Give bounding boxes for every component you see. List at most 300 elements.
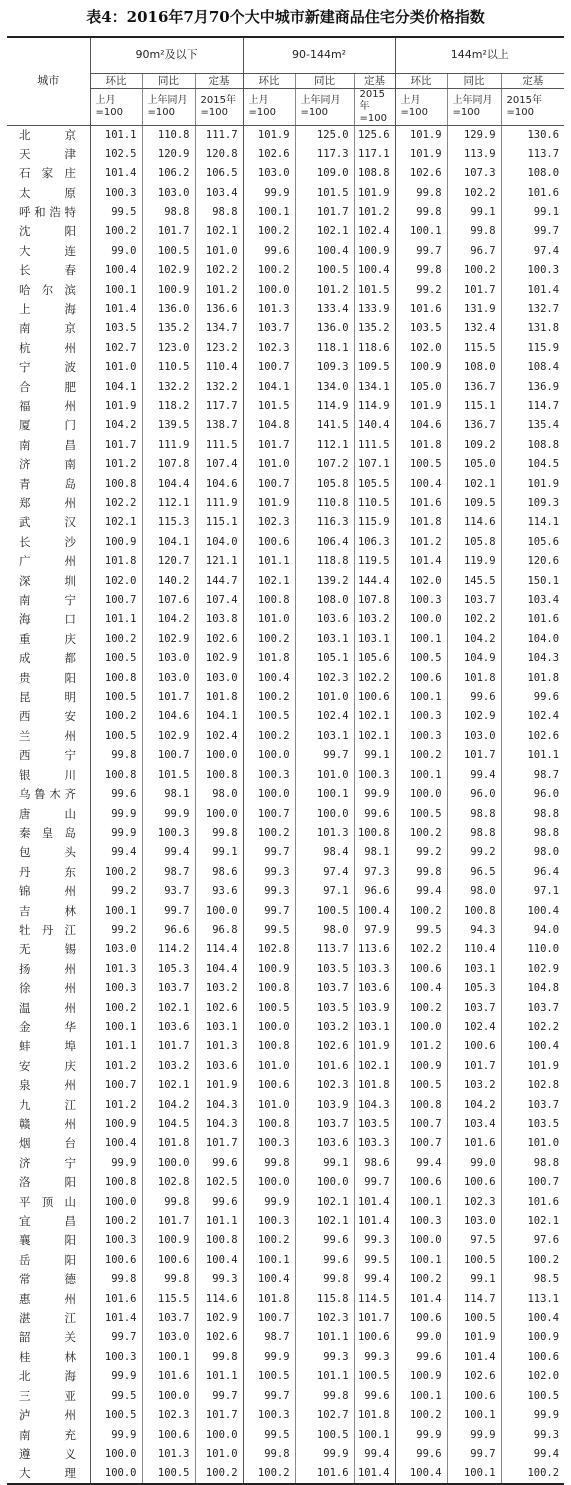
value-cell-medium-yoy: 107.2: [295, 455, 354, 474]
city-name: 海 口: [19, 612, 76, 627]
city-name: 杭 州: [19, 340, 76, 355]
value-cell-medium-mom: 99.9: [243, 1348, 295, 1367]
value-cell-small-yoy: 101.7: [142, 1212, 195, 1231]
value-cell-small-fixed: 103.6: [195, 1057, 243, 1076]
value-cell-small-yoy: 100.6: [142, 1425, 195, 1444]
value-cell-large-fixed: 101.8: [501, 668, 564, 687]
value-cell-large-mom: 102.6: [395, 164, 447, 183]
value-cell-large-mom: 100.4: [395, 474, 447, 493]
city-name-cell: [7, 1018, 90, 1037]
value-cell-medium-fixed: 105.6: [354, 649, 395, 668]
value-cell-small-fixed: 110.4: [195, 358, 243, 377]
value-cell-small-fixed: 103.2: [195, 979, 243, 998]
value-cell-medium-yoy: 141.5: [295, 416, 354, 435]
value-cell-small-mom: 100.0: [90, 1192, 142, 1211]
table-row: [7, 921, 564, 940]
value-cell-large-yoy: 115.1: [447, 397, 501, 416]
value-cell-large-fixed: 120.6: [501, 552, 564, 571]
value-cell-large-fixed: 108.8: [501, 436, 564, 455]
value-cell-small-mom: 99.2: [90, 921, 142, 940]
city-name-cell: [7, 164, 90, 183]
value-cell-medium-fixed: 102.2: [354, 668, 395, 687]
value-cell-medium-fixed: 100.8: [354, 824, 395, 843]
city-name-cell: [7, 436, 90, 455]
value-cell-medium-yoy: 97.1: [295, 882, 354, 901]
value-cell-medium-yoy: 118.8: [295, 552, 354, 571]
city-name: 无 锡: [19, 942, 76, 957]
value-cell-medium-fixed: 106.3: [354, 533, 395, 552]
city-name-cell: [7, 1270, 90, 1289]
value-cell-medium-fixed: 115.9: [354, 513, 395, 532]
value-cell-medium-fixed: 101.8: [354, 1076, 395, 1095]
city-name-cell: [7, 358, 90, 377]
value-cell-large-mom: 99.0: [395, 1328, 447, 1347]
value-cell-medium-yoy: 105.8: [295, 474, 354, 493]
city-name: 韶 关: [19, 1330, 76, 1345]
city-name: 广 州: [19, 554, 76, 569]
city-name-cell: [7, 397, 90, 416]
value-cell-small-fixed: 99.8: [195, 824, 243, 843]
base-2015: 2015年 =100: [195, 88, 243, 125]
table-row: [7, 1309, 564, 1328]
value-cell-large-mom: 102.0: [395, 339, 447, 358]
value-cell-medium-fixed: 109.5: [354, 358, 395, 377]
value-cell-medium-fixed: 100.3: [354, 766, 395, 785]
city-name: 包 头: [19, 845, 76, 860]
table-row: [7, 940, 564, 959]
subheader-yoy: 同比: [142, 73, 195, 88]
table-row: [7, 1018, 564, 1037]
value-cell-large-yoy: 132.4: [447, 319, 501, 338]
value-cell-small-yoy: 139.5: [142, 416, 195, 435]
city-name-cell: [7, 1212, 90, 1231]
value-cell-small-fixed: 114.6: [195, 1289, 243, 1308]
value-cell-medium-mom: 100.3: [243, 1134, 295, 1153]
value-cell-medium-fixed: 99.6: [354, 1387, 395, 1406]
value-cell-small-fixed: 93.6: [195, 882, 243, 901]
city-name: 呼 和 浩 特: [19, 204, 76, 219]
value-cell-large-yoy: 99.1: [447, 203, 501, 222]
value-cell-medium-yoy: 102.3: [295, 668, 354, 687]
table-row: [7, 358, 564, 377]
value-cell-large-mom: 100.2: [395, 1270, 447, 1289]
value-cell-medium-yoy: 101.0: [295, 766, 354, 785]
table-row: [7, 1057, 564, 1076]
value-cell-small-mom: 100.8: [90, 766, 142, 785]
value-cell-medium-fixed: 134.1: [354, 377, 395, 396]
value-cell-large-yoy: 104.9: [447, 649, 501, 668]
value-cell-medium-mom: 101.3: [243, 300, 295, 319]
value-cell-medium-fixed: 103.1: [354, 1018, 395, 1037]
value-cell-small-mom: 102.2: [90, 494, 142, 513]
table-row: [7, 377, 564, 396]
value-cell-large-mom: 100.1: [395, 1251, 447, 1270]
table-row: [7, 300, 564, 319]
value-cell-small-fixed: 100.8: [195, 1231, 243, 1250]
value-cell-small-yoy: 100.9: [142, 1231, 195, 1250]
value-cell-small-mom: 102.0: [90, 571, 142, 590]
value-cell-small-mom: 99.8: [90, 1270, 142, 1289]
value-cell-medium-fixed: 100.9: [354, 242, 395, 261]
value-cell-large-fixed: 101.9: [501, 474, 564, 493]
value-cell-small-yoy: 105.3: [142, 960, 195, 979]
value-cell-small-yoy: 118.2: [142, 397, 195, 416]
value-cell-medium-fixed: 99.4: [354, 1445, 395, 1464]
value-cell-medium-fixed: 98.1: [354, 843, 395, 862]
value-cell-large-fixed: 115.9: [501, 339, 564, 358]
city-name: 南 昌: [19, 437, 76, 452]
value-cell-medium-yoy: 133.4: [295, 300, 354, 319]
value-cell-small-fixed: 101.2: [195, 280, 243, 299]
value-cell-large-mom: 99.4: [395, 882, 447, 901]
value-cell-medium-yoy: 105.1: [295, 649, 354, 668]
value-cell-medium-fixed: 101.4: [354, 1192, 395, 1211]
value-cell-medium-mom: 100.2: [243, 1464, 295, 1484]
city-name: 南 充: [19, 1427, 76, 1442]
value-cell-small-mom: 101.2: [90, 1057, 142, 1076]
value-cell-large-fixed: 102.6: [501, 727, 564, 746]
city-name-cell: [7, 804, 90, 823]
value-cell-small-fixed: 98.6: [195, 863, 243, 882]
table-row: [7, 339, 564, 358]
table-row: [7, 552, 564, 571]
value-cell-medium-mom: 99.3: [243, 882, 295, 901]
value-cell-medium-fixed: 101.9: [354, 1037, 395, 1056]
value-cell-large-yoy: 102.4: [447, 1018, 501, 1037]
table-row: [7, 727, 564, 746]
value-cell-large-yoy: 100.5: [447, 1251, 501, 1270]
city-name: 烟 台: [19, 1136, 76, 1151]
value-cell-small-fixed: 111.5: [195, 436, 243, 455]
value-cell-medium-fixed: 102.1: [354, 707, 395, 726]
value-cell-large-yoy: 98.8: [447, 804, 501, 823]
value-cell-large-yoy: 99.9: [447, 1425, 501, 1444]
value-cell-small-yoy: 111.9: [142, 436, 195, 455]
value-cell-large-mom: 100.1: [395, 1192, 447, 1211]
value-cell-small-fixed: 103.1: [195, 1018, 243, 1037]
city-name-cell: [7, 125, 90, 145]
value-cell-small-yoy: 100.6: [142, 1251, 195, 1270]
value-cell-medium-mom: 99.5: [243, 1425, 295, 1444]
value-cell-medium-yoy: 117.3: [295, 145, 354, 164]
value-cell-small-mom: 101.8: [90, 552, 142, 571]
table-title: 表4：2016年7月70个大中城市新建商品住宅分类价格指数: [86, 8, 485, 26]
value-cell-small-mom: 99.9: [90, 804, 142, 823]
value-cell-large-fixed: 103.4: [501, 591, 564, 610]
value-cell-medium-yoy: 101.5: [295, 183, 354, 202]
value-cell-small-yoy: 99.8: [142, 1270, 195, 1289]
city-name-cell: [7, 649, 90, 668]
subheader-fixed: 定基: [501, 73, 564, 88]
table-row: [7, 203, 564, 222]
value-cell-large-yoy: 100.1: [447, 1406, 501, 1425]
value-cell-medium-yoy: 100.0: [295, 1173, 354, 1192]
value-cell-medium-mom: 100.2: [243, 824, 295, 843]
table-row: [7, 145, 564, 164]
value-cell-large-yoy: 107.3: [447, 164, 501, 183]
city-name-cell: [7, 1057, 90, 1076]
city-name: 长 春: [19, 263, 76, 278]
city-name: 牡 丹 江: [19, 922, 76, 937]
city-name-cell: [7, 1348, 90, 1367]
value-cell-large-yoy: 99.1: [447, 1270, 501, 1289]
value-cell-large-fixed: 99.6: [501, 688, 564, 707]
value-cell-large-yoy: 136.7: [447, 416, 501, 435]
value-cell-small-yoy: 103.0: [142, 183, 195, 202]
city-name: 常 德: [19, 1272, 76, 1287]
value-cell-large-mom: 104.6: [395, 416, 447, 435]
value-cell-large-fixed: 99.9: [501, 1406, 564, 1425]
city-name-cell: [7, 242, 90, 261]
value-cell-medium-mom: 99.5: [243, 921, 295, 940]
value-cell-medium-mom: 101.0: [243, 1057, 295, 1076]
value-cell-large-mom: 99.7: [395, 242, 447, 261]
value-cell-small-yoy: 100.5: [142, 242, 195, 261]
value-cell-small-yoy: 112.1: [142, 494, 195, 513]
value-cell-medium-mom: 101.7: [243, 436, 295, 455]
table-row: [7, 1367, 564, 1386]
value-cell-medium-mom: 100.1: [243, 203, 295, 222]
value-cell-medium-mom: 99.9: [243, 1192, 295, 1211]
table-row: [7, 455, 564, 474]
value-cell-small-mom: 101.4: [90, 164, 142, 183]
city-name: 宜 昌: [19, 1214, 76, 1229]
value-cell-large-yoy: 100.8: [447, 901, 501, 920]
city-name: 南 京: [19, 321, 76, 336]
table-row: [7, 533, 564, 552]
value-cell-small-mom: 100.7: [90, 1076, 142, 1095]
value-cell-large-fixed: 113.7: [501, 145, 564, 164]
value-cell-small-mom: 99.2: [90, 882, 142, 901]
city-name-cell: [7, 145, 90, 164]
value-cell-medium-fixed: 99.4: [354, 1270, 395, 1289]
value-cell-small-yoy: 104.2: [142, 1095, 195, 1114]
value-cell-medium-yoy: 106.4: [295, 533, 354, 552]
value-cell-medium-fixed: 117.1: [354, 145, 395, 164]
value-cell-large-yoy: 105.8: [447, 533, 501, 552]
value-cell-small-yoy: 101.7: [142, 688, 195, 707]
value-cell-small-yoy: 100.5: [142, 1464, 195, 1484]
value-cell-small-fixed: 99.1: [195, 843, 243, 862]
value-cell-medium-yoy: 103.1: [295, 630, 354, 649]
city-name: 平 顶 山: [19, 1194, 76, 1209]
value-cell-medium-yoy: 99.8: [295, 1387, 354, 1406]
value-cell-medium-mom: 102.8: [243, 940, 295, 959]
value-cell-medium-mom: 102.1: [243, 571, 295, 590]
value-cell-medium-fixed: 105.5: [354, 474, 395, 493]
value-cell-small-mom: 100.3: [90, 1231, 142, 1250]
value-cell-small-yoy: 115.5: [142, 1289, 195, 1308]
value-cell-small-mom: 102.7: [90, 339, 142, 358]
value-cell-small-mom: 100.6: [90, 1251, 142, 1270]
city-name-cell: [7, 630, 90, 649]
city-name: 扬 州: [19, 961, 76, 976]
city-name-cell: [7, 416, 90, 435]
value-cell-large-mom: 100.2: [395, 998, 447, 1017]
value-cell-large-mom: 101.9: [395, 397, 447, 416]
value-cell-medium-fixed: 114.5: [354, 1289, 395, 1308]
value-cell-small-fixed: 96.8: [195, 921, 243, 940]
value-cell-large-yoy: 102.3: [447, 1192, 501, 1211]
table-row: [7, 474, 564, 493]
value-cell-small-fixed: 102.6: [195, 1328, 243, 1347]
value-cell-small-yoy: 99.8: [142, 1192, 195, 1211]
value-cell-medium-mom: 100.2: [243, 1231, 295, 1250]
value-cell-medium-mom: 100.8: [243, 591, 295, 610]
value-cell-small-mom: 101.3: [90, 960, 142, 979]
value-cell-small-mom: 100.2: [90, 630, 142, 649]
value-cell-small-yoy: 96.6: [142, 921, 195, 940]
value-cell-small-yoy: 101.5: [142, 766, 195, 785]
value-cell-large-mom: 101.8: [395, 513, 447, 532]
value-cell-small-mom: 100.2: [90, 1212, 142, 1231]
city-name-cell: [7, 746, 90, 765]
table-row: [7, 242, 564, 261]
value-cell-small-fixed: 106.5: [195, 164, 243, 183]
value-cell-medium-fixed: 99.9: [354, 785, 395, 804]
city-name: 吉 林: [19, 903, 76, 918]
value-cell-large-mom: 100.2: [395, 1406, 447, 1425]
city-name: 石 家 庄: [19, 166, 76, 181]
value-cell-small-fixed: 102.1: [195, 222, 243, 241]
value-cell-large-mom: 99.8: [395, 183, 447, 202]
value-cell-large-fixed: 104.3: [501, 649, 564, 668]
value-cell-small-fixed: 111.9: [195, 494, 243, 513]
value-cell-small-yoy: 103.7: [142, 1309, 195, 1328]
value-cell-small-mom: 104.1: [90, 377, 142, 396]
value-cell-large-fixed: 98.5: [501, 1270, 564, 1289]
value-cell-small-fixed: 98.8: [195, 203, 243, 222]
value-cell-medium-yoy: 101.2: [295, 280, 354, 299]
value-cell-large-fixed: 103.7: [501, 998, 564, 1017]
city-name-cell: [7, 1076, 90, 1095]
value-cell-large-mom: 100.9: [395, 358, 447, 377]
table-row: [7, 882, 564, 901]
value-cell-large-mom: 99.8: [395, 863, 447, 882]
value-cell-small-fixed: 100.4: [195, 1251, 243, 1270]
value-cell-medium-yoy: 103.7: [295, 979, 354, 998]
value-cell-small-mom: 100.1: [90, 901, 142, 920]
value-cell-small-fixed: 102.9: [195, 649, 243, 668]
table-row: [7, 1464, 564, 1484]
city-name: 济 宁: [19, 1155, 76, 1170]
city-name-cell: [7, 533, 90, 552]
city-name-cell: [7, 824, 90, 843]
value-cell-large-yoy: 99.2: [447, 843, 501, 862]
value-cell-medium-fixed: 144.4: [354, 571, 395, 590]
value-cell-large-mom: 101.9: [395, 125, 447, 145]
table-row: [7, 901, 564, 920]
value-cell-small-mom: 100.3: [90, 1348, 142, 1367]
value-cell-large-fixed: 94.0: [501, 921, 564, 940]
value-cell-large-mom: 99.9: [395, 1425, 447, 1444]
value-cell-medium-yoy: 125.0: [295, 125, 354, 145]
value-cell-large-fixed: 130.6: [501, 125, 564, 145]
table-row: [7, 1076, 564, 1095]
city-name: 南 宁: [19, 593, 76, 608]
value-cell-small-mom: 99.9: [90, 824, 142, 843]
subheader-mom: 环比: [243, 73, 295, 88]
value-cell-small-yoy: 100.0: [142, 1154, 195, 1173]
value-cell-medium-fixed: 118.6: [354, 339, 395, 358]
value-cell-large-fixed: 103.7: [501, 1095, 564, 1114]
value-cell-small-mom: 100.8: [90, 474, 142, 493]
value-cell-small-fixed: 100.0: [195, 804, 243, 823]
value-cell-large-fixed: 105.6: [501, 533, 564, 552]
value-cell-small-yoy: 99.4: [142, 843, 195, 862]
table-row: [7, 183, 564, 202]
value-cell-medium-fixed: 100.6: [354, 1328, 395, 1347]
group-header-large: 144m²以上: [395, 37, 564, 73]
city-name: 昆 明: [19, 690, 76, 705]
value-cell-small-yoy: 103.2: [142, 1057, 195, 1076]
value-cell-large-yoy: 98.8: [447, 824, 501, 843]
value-cell-large-fixed: 99.3: [501, 1425, 564, 1444]
value-cell-small-yoy: 110.8: [142, 125, 195, 145]
value-cell-medium-fixed: 101.4: [354, 1464, 395, 1484]
value-cell-large-yoy: 103.2: [447, 1076, 501, 1095]
value-cell-large-fixed: 97.4: [501, 242, 564, 261]
value-cell-medium-mom: 102.3: [243, 339, 295, 358]
value-cell-small-yoy: 103.0: [142, 649, 195, 668]
value-cell-medium-mom: 100.0: [243, 746, 295, 765]
city-name-cell: [7, 707, 90, 726]
value-cell-small-mom: 100.1: [90, 280, 142, 299]
value-cell-large-fixed: 103.5: [501, 1115, 564, 1134]
city-name: 洛 阳: [19, 1175, 76, 1190]
city-name: 银 川: [19, 767, 76, 782]
value-cell-large-yoy: 109.5: [447, 494, 501, 513]
value-cell-medium-yoy: 101.0: [295, 688, 354, 707]
value-cell-small-fixed: 104.1: [195, 707, 243, 726]
value-cell-small-fixed: 138.7: [195, 416, 243, 435]
value-cell-large-mom: 100.3: [395, 1212, 447, 1231]
value-cell-small-yoy: 123.0: [142, 339, 195, 358]
price-index-table: [7, 36, 564, 1485]
value-cell-small-fixed: 99.6: [195, 1154, 243, 1173]
table-row: [7, 1231, 564, 1250]
city-name-cell: [7, 610, 90, 629]
value-cell-medium-mom: 100.8: [243, 1115, 295, 1134]
value-cell-medium-mom: 101.9: [243, 494, 295, 513]
value-cell-large-fixed: 100.5: [501, 1387, 564, 1406]
value-cell-medium-yoy: 101.1: [295, 1328, 354, 1347]
value-cell-medium-fixed: 99.7: [354, 1173, 395, 1192]
value-cell-large-yoy: 101.6: [447, 1134, 501, 1153]
value-cell-large-mom: 99.2: [395, 843, 447, 862]
table-row: [7, 1095, 564, 1114]
value-cell-small-yoy: 101.7: [142, 1037, 195, 1056]
table-row: [7, 494, 564, 513]
value-cell-medium-yoy: 102.3: [295, 1309, 354, 1328]
table-row: [7, 222, 564, 241]
value-cell-large-mom: 100.0: [395, 785, 447, 804]
city-name: 三 亚: [19, 1388, 76, 1403]
value-cell-large-yoy: 99.8: [447, 222, 501, 241]
value-cell-medium-yoy: 98.0: [295, 921, 354, 940]
value-cell-small-fixed: 100.0: [195, 1425, 243, 1444]
value-cell-medium-fixed: 99.5: [354, 1251, 395, 1270]
city-name: 武 汉: [19, 515, 76, 530]
value-cell-large-mom: 100.1: [395, 630, 447, 649]
city-name: 成 都: [19, 651, 76, 666]
value-cell-large-yoy: 108.0: [447, 358, 501, 377]
city-name-cell: [7, 300, 90, 319]
value-cell-large-fixed: 104.0: [501, 630, 564, 649]
value-cell-large-fixed: 100.7: [501, 1173, 564, 1192]
value-cell-large-mom: 100.0: [395, 1018, 447, 1037]
value-cell-large-mom: 101.9: [395, 145, 447, 164]
